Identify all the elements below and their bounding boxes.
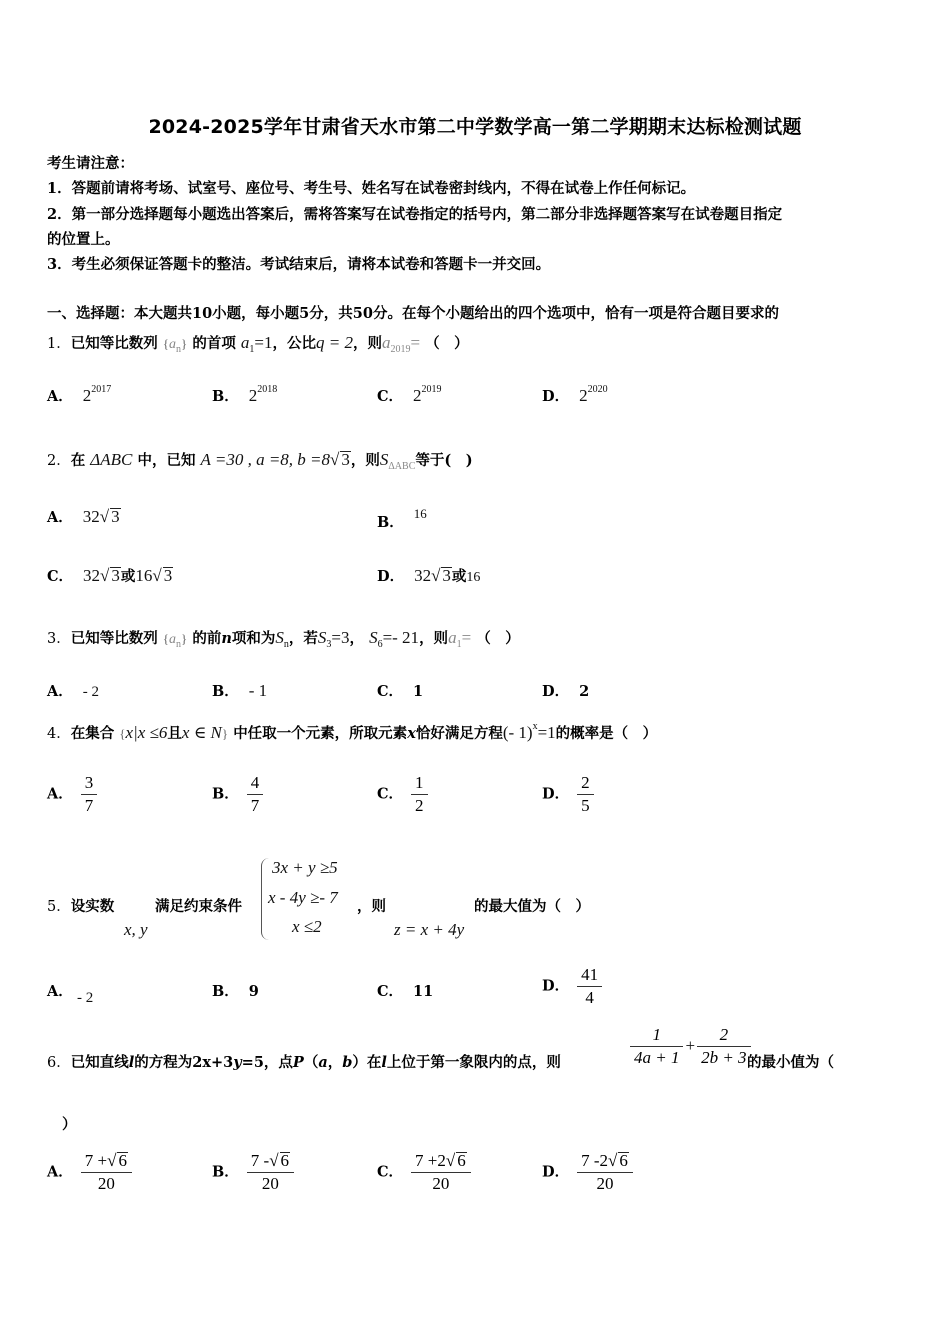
- notice-heading: 考生请注意：: [47, 155, 134, 172]
- option-a-value: - 2: [77, 990, 94, 1006]
- option-d: D． $\frac{7 -2√ 6}{20}$: [542, 1150, 633, 1195]
- question-number: 5．: [47, 899, 71, 915]
- question-text: 的最小值为（: [747, 1054, 834, 1071]
- math-sum: S: [275, 628, 284, 647]
- option-d: D． 2: [542, 683, 590, 700]
- option-c: C． $2^{2019}$: [377, 384, 442, 405]
- constraint-1: 3x + y ≥5: [272, 858, 338, 877]
- math-sequence: a: [169, 632, 177, 647]
- question-number: 4．: [47, 726, 71, 742]
- option-a: A． - 2: [47, 683, 100, 700]
- math-area: S: [379, 450, 389, 469]
- question-number: 1．: [47, 336, 71, 352]
- math-set: x|x ≤6: [125, 723, 168, 742]
- constraint-label: 满足约束条件: [155, 898, 242, 915]
- option-b: B． $\frac{4}{7}$: [212, 772, 263, 817]
- math-natural: x ∈ N: [181, 723, 222, 742]
- notice-item: 3．考生必须保证答题卡的整洁。考试结束后，请将本试卷和答题卡一并交回。: [47, 256, 551, 273]
- math-s3: S: [317, 628, 327, 647]
- math-objective: z = x + 4y: [394, 920, 465, 939]
- question-number: 3．: [47, 631, 71, 647]
- option-b: B． $2^{2018}$: [212, 384, 278, 405]
- option-d: D． 32√ 3或16: [377, 566, 481, 585]
- math-sequence: a: [169, 337, 177, 352]
- math-ratio: q = 2: [316, 333, 353, 352]
- math-expression: $\frac{1}{4a + 1}$ + $\frac{2}{2b + 3}$: [630, 1024, 751, 1069]
- option-c: C． 1: [377, 683, 424, 700]
- option-d: D． $\frac{2}{5}$: [542, 772, 594, 817]
- option-a: A． $2^{2017}$: [47, 384, 112, 405]
- notice-item: 1．答题前请将考场、试室号、座位号、考生号、姓名写在试卷密封线内，不得在试卷上作任何标记。: [47, 180, 696, 197]
- math-variables: x, y: [124, 920, 148, 939]
- question-1: 1．已知等比数列 $\{a_n\}$ 的首项 $a_1=1$，公比q = 2，则$a_{2019}=$ （ ）: [47, 333, 469, 355]
- option-b: B． - 1: [212, 681, 268, 700]
- option-c: C． $\frac{1}{2}$: [377, 772, 428, 817]
- math-a1: a: [448, 628, 457, 647]
- question-number: 6．: [47, 1055, 71, 1071]
- math-first-term: a: [240, 333, 250, 352]
- constraint-3: x ≤2: [292, 917, 322, 936]
- option-a: A．: [47, 983, 73, 1000]
- math-s6: S: [369, 628, 378, 647]
- question-2: 2．在 ΔABC 中，已知 A =30 , a =8, b =8√ 3，则$S_{\Delta ABC}$等于( ): [47, 450, 473, 472]
- option-c: C． $\frac{7 +2√ 6}{20}$: [377, 1150, 471, 1195]
- math-condition: A =30 , a =8, b =8√ 3: [200, 450, 350, 469]
- question-6: 6．已知直线l的方程为2x+3y=5，点P（a，b）在l上位于第一象限内的点，则: [47, 1054, 561, 1071]
- option-b: B． $\frac{7 -√ 6}{20}$: [212, 1150, 294, 1195]
- page-title: 2024-2025学年甘肃省天水市第二中学数学高一第二学期期末达标检测试题: [148, 116, 802, 138]
- math-target: a: [382, 333, 391, 352]
- option-d: D． $\frac{41}{4}$: [542, 964, 602, 1009]
- question-text: ，则: [357, 898, 386, 915]
- section-heading: 一、选择题：本大题共10小题，每小题5分，共50分。在每个小题给出的四个选项中，恰有一项是符合题目要求的: [47, 305, 779, 322]
- option-b: B． 9: [212, 983, 259, 1000]
- constraint-2: x - 4y ≥- 7: [268, 888, 338, 907]
- notice-item: 2．第一部分选择题每小题选出答案后，需将答案写在试卷指定的括号内，第二部分非选择题答案写在试卷题目指定: [47, 206, 783, 223]
- option-c: C． 32√ 3或16√ 3: [47, 566, 173, 585]
- question-4: 4．在集合 {x|x ≤6且x ∈ N} 中任取一个元素，所取元素x恰好满足方程(- 1)$^x$=1的概率是（ ）: [47, 721, 658, 742]
- question-number: 2．: [47, 453, 71, 469]
- option-a: A． 32√ 3: [47, 507, 120, 526]
- option-a: A． $\frac{3}{7}$: [47, 772, 97, 817]
- notice-item: 的位置上。: [47, 231, 120, 248]
- math-triangle: ΔABC: [90, 450, 133, 469]
- option-d: D． $2^{2020}$: [542, 384, 608, 405]
- question-5: 5．设实数: [47, 898, 115, 915]
- option-c: C． 11: [377, 983, 434, 1000]
- math-equation: (- 1): [502, 723, 533, 742]
- option-a: A． $\frac{7 +√ 6}{20}$: [47, 1150, 132, 1195]
- question-3: 3．已知等比数列 $\{a_n\}$ 的前n项和为$S_n$，若$S_3=3$， $S_6=-$ 21，则$a_1=$ （ ）: [47, 628, 520, 650]
- question-text: 的最大值为（ ）: [474, 898, 590, 915]
- option-b: B．16: [377, 506, 427, 531]
- question-text: ）: [62, 1116, 77, 1133]
